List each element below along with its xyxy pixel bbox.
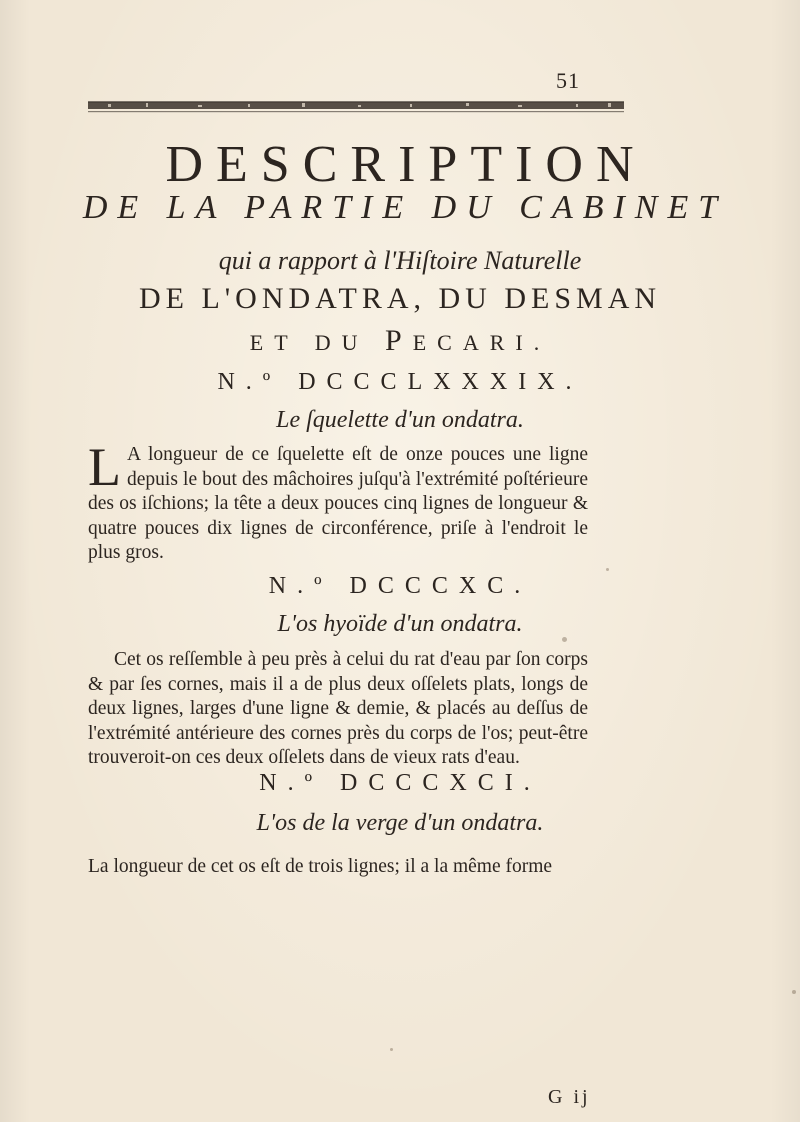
section-paragraph	[88, 855, 588, 880]
section-paragraph	[88, 648, 588, 771]
section-number: N.º DCCCXCI.	[259, 770, 541, 796]
section-number: N.º DCCCXC.	[268, 573, 532, 599]
paragraph-text: Cet os reſſemble à peu près à celui du rat d'eau par ſon corps & par ſes cornes, mais il a de plus deux oſſelets plats, longs de deux lignes, larges d'une ligne & demie, & placés au deſſus de l'extrémité antérieure des cornes près du corps de l'os; peut-être trouveroit-on ces deux oſſelets dans de vieux rats d'eau.	[88, 649, 588, 769]
title-pecari-line	[0, 326, 800, 358]
section-heading: Le ſquelette d'un ondatra.	[276, 407, 524, 433]
ink-speck	[390, 1048, 393, 1051]
section-paragraph	[88, 437, 588, 566]
title-description: DESCRIPTION	[165, 136, 647, 193]
title-ondatra-desman: DE L'ONDATRA, DU DESMAN	[138, 282, 662, 315]
title-pecari-prefix: ET DU	[249, 330, 369, 355]
title-pecari-initial: P	[385, 324, 413, 357]
ink-speck	[792, 990, 796, 994]
title-partie-du-cabinet: DE LA PARTIE DU CABINET	[82, 189, 728, 226]
paragraph-text: La longueur de cet os eſt de trois lignes; il a la même forme	[88, 856, 553, 877]
ink-speck	[562, 637, 567, 642]
ink-speck	[606, 568, 609, 571]
ornamental-rule	[88, 99, 624, 115]
drop-cap: L	[88, 437, 121, 497]
section-heading: L'os de la verge d'un ondatra.	[256, 810, 544, 836]
section-heading: L'os hyoïde d'un ondatra.	[277, 611, 523, 637]
title-histoire-naturelle: qui a rapport à l'Hiſtoire Naturelle	[218, 246, 582, 275]
page-number: 51	[556, 68, 580, 93]
paragraph-text: A longueur de ce ſquelette eſt de onze pouces une ligne depuis le bout des mâchoires juſqu'à l'extrémité poſtérieure des os iſchions; la tête a deux pouces cinq lignes de longueur & quatre pouces dix lignes de circonférence, priſe à l'endroit le plus gros.	[88, 444, 588, 564]
title-pecari-rest: ECARI.	[412, 330, 551, 355]
section-number: N.º DCCCLXXXIX.	[217, 369, 583, 395]
gathering-signature: G ij	[548, 1086, 591, 1108]
